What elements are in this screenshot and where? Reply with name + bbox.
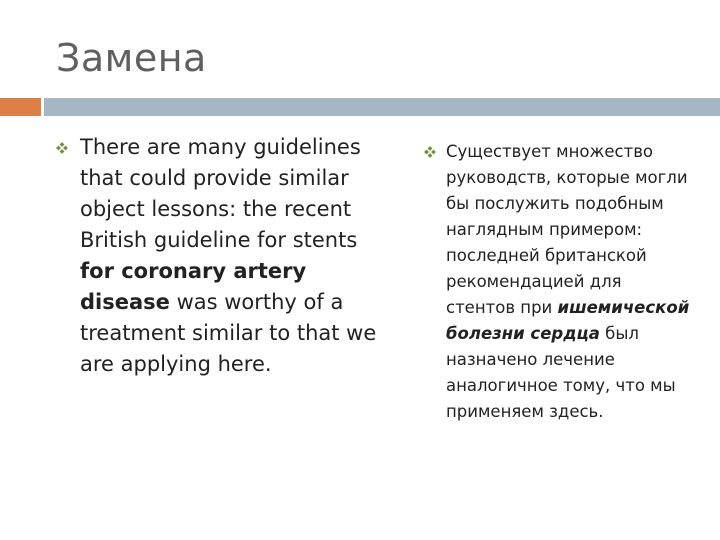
russian-text-end: был назначено лечение аналогичное тому, что мы применяем здесь. <box>446 324 676 421</box>
title-divider-bar <box>44 98 720 116</box>
title-accent-bar <box>0 98 41 116</box>
english-text: There are many guidelines that could provide similar object lessons: the recent British guideline for stents <box>80 135 361 252</box>
english-text-end: was worthy of a treatment similar to that we are applying here. <box>80 290 377 376</box>
slide-title: Замена <box>56 36 207 80</box>
russian-text: Существует множество руководств, которые могли бы послужить подобным наглядным примером: последней британской рекомендацией для стентов при <box>446 142 688 317</box>
diamond-bullet-icon <box>56 142 68 154</box>
diamond-bullet-icon <box>424 146 436 158</box>
english-paragraph <box>80 132 380 380</box>
english-emphasis: for coronary artery disease <box>80 259 307 314</box>
russian-paragraph <box>446 139 694 425</box>
russian-emphasis: ишемической болезни сердца <box>446 298 690 343</box>
